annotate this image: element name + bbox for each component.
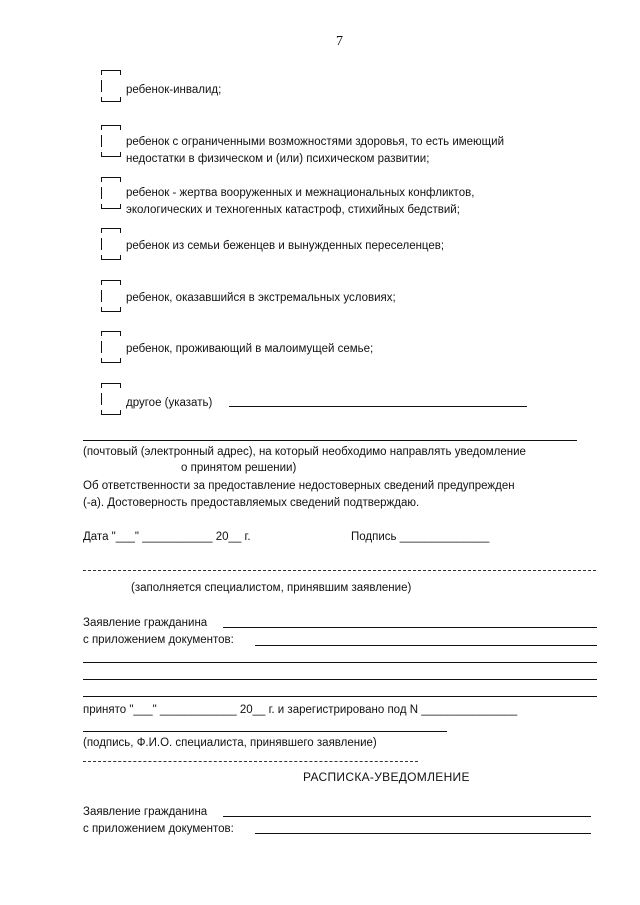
separator <box>83 570 596 571</box>
specialist-signature-caption: (подпись, Ф.И.О. специалиста, принявшего заявление) <box>83 737 377 749</box>
address-caption-continued: о принятом решении) <box>181 462 297 474</box>
other-specify-field[interactable] <box>229 406 527 407</box>
documents-label: с приложением документов: <box>83 634 234 646</box>
receipt-documents-field[interactable] <box>255 833 591 834</box>
date-field[interactable]: Дата "___" ___________ 20__ г. <box>83 531 251 543</box>
option-label: ребенок из семьи беженцев и вынужденных переселенцев; <box>126 240 445 252</box>
responsibility-text: Об ответственности за предоставление недостоверных сведений предупрежден <box>83 480 515 492</box>
separator <box>83 761 418 762</box>
option-label-continued: экологических и техногенных катастроф, стихийных бедствий; <box>126 204 460 216</box>
option-label: ребенок с ограниченными возможностями здоровья, то есть имеющий <box>126 136 504 148</box>
documents-field[interactable] <box>255 645 597 646</box>
address-field[interactable] <box>83 440 577 441</box>
option-label-continued: недостатки в физическом и (или) психическом развитии; <box>126 153 430 165</box>
specialist-signature-field[interactable] <box>83 731 447 732</box>
checkbox-conflict-victim[interactable] <box>101 177 119 209</box>
documents-field-line[interactable] <box>83 696 597 697</box>
responsibility-text-continued: (-а). Достоверность предоставляемых сведений подтверждаю. <box>83 497 420 509</box>
checkbox-low-income[interactable] <box>101 331 119 363</box>
application-citizen-field[interactable] <box>223 627 597 628</box>
option-label: ребенок, проживающий в малоимущей семье; <box>126 343 374 355</box>
receipt-citizen-field[interactable] <box>223 816 591 817</box>
checkbox-disabled-child[interactable] <box>101 70 119 102</box>
receipt-documents-label: с приложением документов: <box>83 823 234 835</box>
option-label: ребенок - жертва вооруженных и межнациональных конфликтов, <box>126 187 475 199</box>
page-number: 7 <box>336 34 343 49</box>
checkbox-limited-health[interactable] <box>101 125 119 157</box>
application-label: Заявление гражданина <box>83 617 208 629</box>
address-caption: (почтовый (электронный адрес), на который необходимо направлять уведомление <box>83 446 526 458</box>
checkbox-extreme-conditions[interactable] <box>101 280 119 312</box>
option-label: другое (указать) <box>126 397 213 409</box>
receipt-title: РАСПИСКА-УВЕДОМЛЕНИЕ <box>303 770 470 784</box>
option-label: ребенок, оказавшийся в экстремальных условиях; <box>126 292 396 304</box>
signature-field[interactable]: Подпись ______________ <box>351 531 490 543</box>
documents-field-line[interactable] <box>83 679 597 680</box>
receipt-application-label: Заявление гражданина <box>83 806 208 818</box>
checkbox-other[interactable] <box>101 383 119 415</box>
documents-field-line[interactable] <box>83 662 597 663</box>
option-label: ребенок-инвалид; <box>126 84 222 96</box>
checkbox-refugee-family[interactable] <box>101 228 119 260</box>
accepted-registration-field[interactable]: принято "___" ____________ 20__ г. и зарегистрировано под N _______________ <box>83 704 518 716</box>
specialist-note: (заполняется специалистом, принявшим заявление) <box>131 582 412 594</box>
